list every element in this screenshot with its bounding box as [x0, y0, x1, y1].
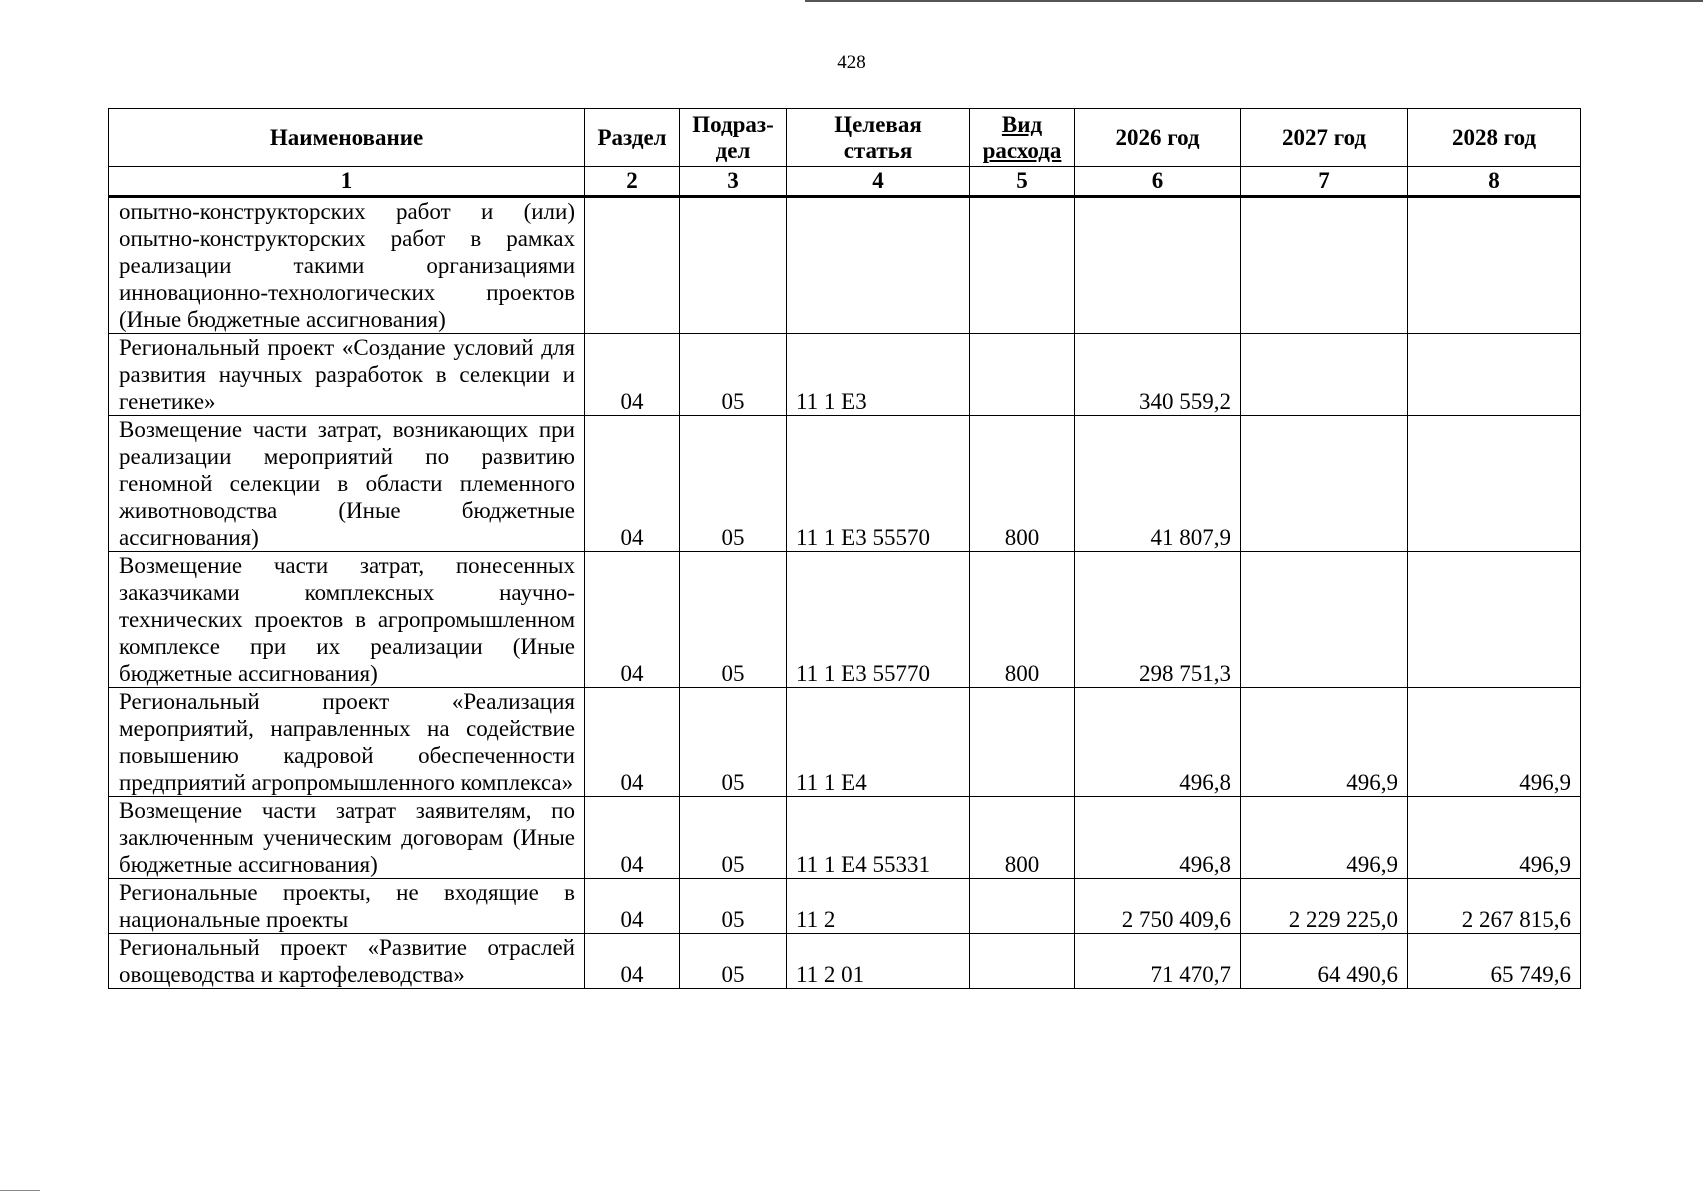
row-razdel: 04 [585, 552, 680, 688]
row-podrazdel: 05 [680, 797, 787, 879]
column-number: 3 [680, 167, 787, 197]
row-razdel: 04 [585, 934, 680, 989]
header-text: 2027 год [1281, 124, 1367, 150]
column-header-2028 [1408, 109, 1581, 167]
row-2026 [1075, 197, 1241, 334]
row-tselevaya-statya: 11 1 E4 [787, 688, 970, 797]
row-name: опытно-конструкторских работ и (или) опытно-конструкторских работ в рамках реализации такими организациями инновационно-технологических проектов (Иные бюджетные ассигнования) [109, 197, 585, 334]
row-vid-raskhoda [970, 934, 1075, 989]
row-2027: 64 490,6 [1241, 934, 1408, 989]
row-razdel [585, 197, 680, 334]
row-2028 [1408, 334, 1581, 416]
row-2027: 496,9 [1241, 797, 1408, 879]
row-2028: 65 749,6 [1408, 934, 1581, 989]
row-tselevaya-statya: 11 1 E3 55770 [787, 552, 970, 688]
table-row [109, 934, 1581, 989]
row-razdel: 04 [585, 416, 680, 552]
row-2026: 2 750 409,6 [1075, 879, 1241, 934]
header-text: 2028 год [1451, 124, 1537, 150]
column-header-vid-raskhoda [970, 109, 1075, 167]
row-2028: 496,9 [1408, 688, 1581, 797]
table-row [109, 416, 1581, 552]
header-text: Наименование [269, 124, 424, 150]
column-header-2026 [1075, 109, 1241, 167]
row-name: Возмещение части затрат, возникающих при реализации мероприятий по развитию геномной селекции в области племенного животноводства (Иные бюджетные ассигнования) [109, 416, 585, 552]
row-2027 [1241, 552, 1408, 688]
column-number: 4 [787, 167, 970, 197]
row-2026: 496,8 [1075, 688, 1241, 797]
row-name: Региональный проект «Создание условий для развития научных разработок в селекции и генетике» [109, 334, 585, 416]
row-tselevaya-statya [787, 197, 970, 334]
row-2026: 41 807,9 [1075, 416, 1241, 552]
row-2028: 2 267 815,6 [1408, 879, 1581, 934]
table-row [109, 797, 1581, 879]
row-2026: 340 559,2 [1075, 334, 1241, 416]
row-podrazdel [680, 197, 787, 334]
row-2026: 71 470,7 [1075, 934, 1241, 989]
row-name: Возмещение части затрат, понесенных заказчиками комплексных научно-технических проектов в агропромышленном комплексе при их реализации (Иные бюджетные ассигнования) [109, 552, 585, 688]
table-row [109, 879, 1581, 934]
row-name: Региональный проект «Реализация мероприятий, направленных на содействие повышению кадровой обеспеченности предприятий агропромышленного комплекса» [109, 688, 585, 797]
header-text: Раздел [597, 124, 667, 150]
row-2027: 496,9 [1241, 688, 1408, 797]
column-number: 8 [1408, 167, 1581, 197]
row-podrazdel: 05 [680, 879, 787, 934]
column-header-2027 [1241, 109, 1408, 167]
row-vid-raskhoda [970, 688, 1075, 797]
row-2027 [1241, 416, 1408, 552]
row-name: Возмещение части затрат заявителям, по заключенным ученическим договорам (Иные бюджетные ассигнования) [109, 797, 585, 879]
header-text: Вид расхода [982, 111, 1062, 163]
table-row [109, 688, 1581, 797]
row-vid-raskhoda [970, 334, 1075, 416]
row-2027 [1241, 197, 1408, 334]
header-text: Целевая статья [834, 111, 922, 163]
column-number: 1 [109, 167, 585, 197]
row-podrazdel: 05 [680, 334, 787, 416]
table-row [109, 334, 1581, 416]
row-2028 [1408, 197, 1581, 334]
row-vid-raskhoda [970, 879, 1075, 934]
row-2028 [1408, 552, 1581, 688]
row-name: Региональный проект «Развитие отраслей овощеводства и картофелеводства» [109, 934, 585, 989]
row-name: Региональные проекты, не входящие в национальные проекты [109, 879, 585, 934]
column-header-name [109, 109, 585, 167]
table-row [109, 552, 1581, 688]
column-number: 2 [585, 167, 680, 197]
row-2026: 496,8 [1075, 797, 1241, 879]
header-text: Подраз- дел [692, 111, 774, 163]
table-row [109, 197, 1581, 334]
row-vid-raskhoda: 800 [970, 797, 1075, 879]
column-number: 6 [1075, 167, 1241, 197]
column-header-podrazdel [680, 109, 787, 167]
row-razdel: 04 [585, 334, 680, 416]
budget-table [108, 108, 1581, 989]
row-podrazdel: 05 [680, 688, 787, 797]
row-vid-raskhoda: 800 [970, 416, 1075, 552]
column-number: 7 [1241, 167, 1408, 197]
scan-edge-mark [0, 1190, 40, 1191]
row-podrazdel: 05 [680, 934, 787, 989]
row-tselevaya-statya: 11 1 E4 55331 [787, 797, 970, 879]
row-podrazdel: 05 [680, 416, 787, 552]
row-razdel: 04 [585, 797, 680, 879]
row-vid-raskhoda: 800 [970, 552, 1075, 688]
column-number-row [109, 167, 1581, 197]
column-header-razdel [585, 109, 680, 167]
page-number: 428 [837, 52, 866, 73]
row-podrazdel: 05 [680, 552, 787, 688]
row-razdel: 04 [585, 688, 680, 797]
row-tselevaya-statya: 11 2 [787, 879, 970, 934]
row-2026: 298 751,3 [1075, 552, 1241, 688]
row-vid-raskhoda [970, 197, 1075, 334]
row-razdel: 04 [585, 879, 680, 934]
row-tselevaya-statya: 11 1 E3 55570 [787, 416, 970, 552]
row-tselevaya-statya: 11 2 01 [787, 934, 970, 989]
header-row [109, 109, 1581, 167]
header-text: 2026 год [1115, 124, 1200, 150]
row-2027 [1241, 334, 1408, 416]
column-header-tselevaya-statya [787, 109, 970, 167]
row-tselevaya-statya: 11 1 E3 [787, 334, 970, 416]
row-2028 [1408, 416, 1581, 552]
row-2028: 496,9 [1408, 797, 1581, 879]
scan-edge-line [805, 0, 1703, 2]
column-number: 5 [970, 167, 1075, 197]
row-2027: 2 229 225,0 [1241, 879, 1408, 934]
